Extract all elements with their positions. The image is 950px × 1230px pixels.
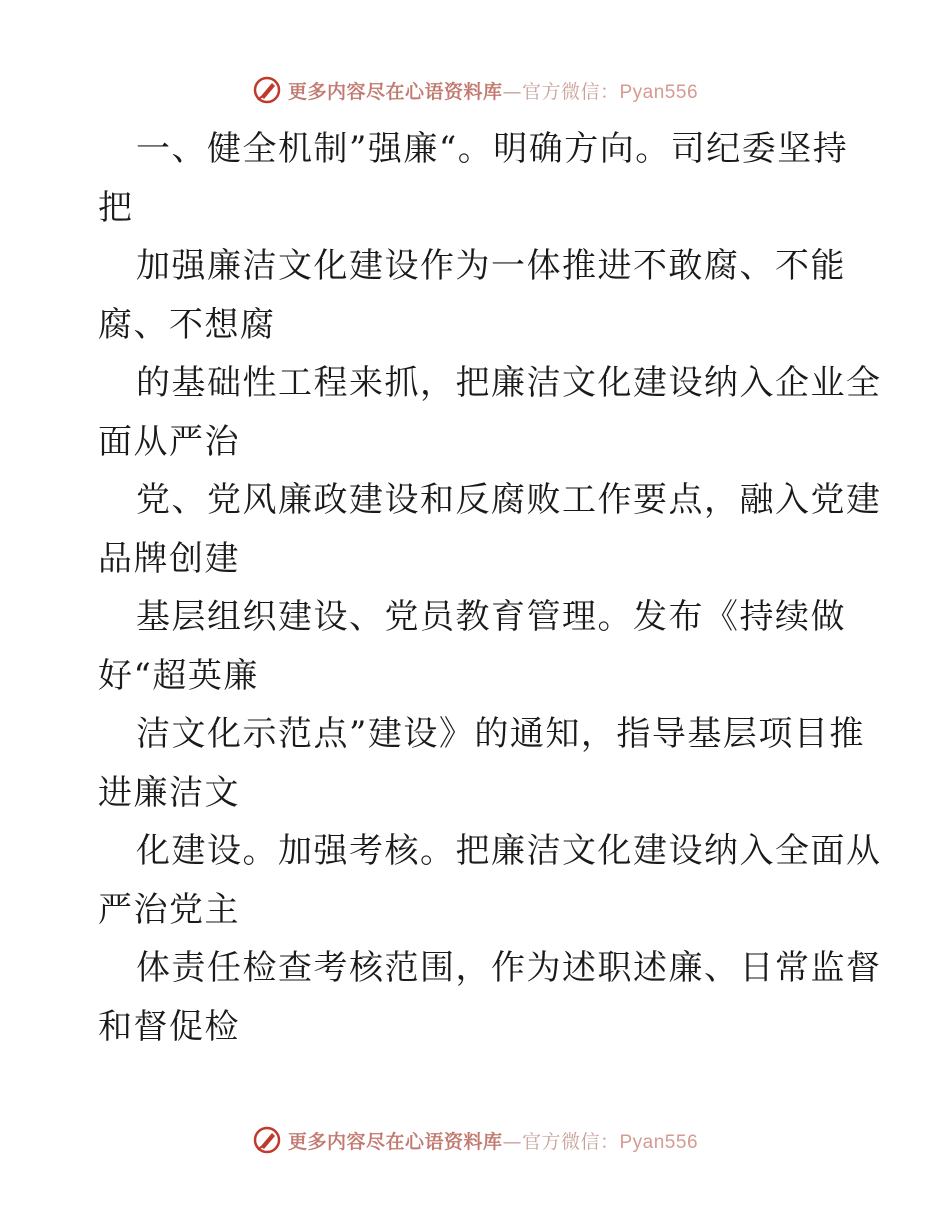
header-watermark	[0, 72, 950, 108]
watermark-dash: —	[502, 1130, 522, 1153]
watermark-text	[288, 77, 698, 104]
watermark-label: 官方微信：	[521, 80, 620, 103]
document-body	[98, 120, 882, 1056]
footer-watermark	[0, 1122, 950, 1158]
text-line: 严治党主	[98, 889, 240, 930]
watermark-text	[288, 1127, 698, 1154]
text-line: 好“超英廉	[98, 655, 259, 696]
text-line: 基层组织建设、党员教育管理。发布《持续做	[136, 597, 846, 637]
text-line: 腐、不想腐	[98, 304, 276, 345]
pen-logo-icon	[252, 75, 282, 105]
text-line: 洁文化示范点”建设》的通知，指导基层项目推	[136, 714, 865, 754]
watermark-id: Pyan556	[619, 1131, 699, 1153]
text-line: 进廉洁文	[98, 772, 240, 813]
watermark-site: 更多内容尽在心语资料库	[287, 1130, 503, 1153]
watermark-id: Pyan556	[619, 81, 699, 103]
watermark-dash: —	[502, 80, 522, 103]
text-line: 面从严治	[98, 421, 240, 462]
text-line: 的基础性工程来抓，把廉洁文化建设纳入企业全	[136, 363, 882, 403]
text-line: 化建设。加强考核。把廉洁文化建设纳入全面从	[136, 831, 882, 871]
text-line: 和督促检	[98, 1006, 240, 1047]
text-line: 一、健全机制”强廉“。明确方向。司纪委坚持	[136, 129, 849, 169]
text-line: 品牌创建	[98, 538, 240, 579]
text-line: 党、党风廉政建设和反腐败工作要点，融入党建	[136, 480, 882, 520]
watermark-label: 官方微信：	[521, 1130, 620, 1153]
watermark-site: 更多内容尽在心语资料库	[287, 80, 503, 103]
text-line: 加强廉洁文化建设作为一体推进不敢腐、不能	[136, 246, 846, 286]
pen-logo-icon	[252, 1125, 282, 1155]
text-line: 把	[98, 187, 134, 228]
text-line: 体责任检查考核范围，作为述职述廉、日常监督	[136, 948, 882, 988]
